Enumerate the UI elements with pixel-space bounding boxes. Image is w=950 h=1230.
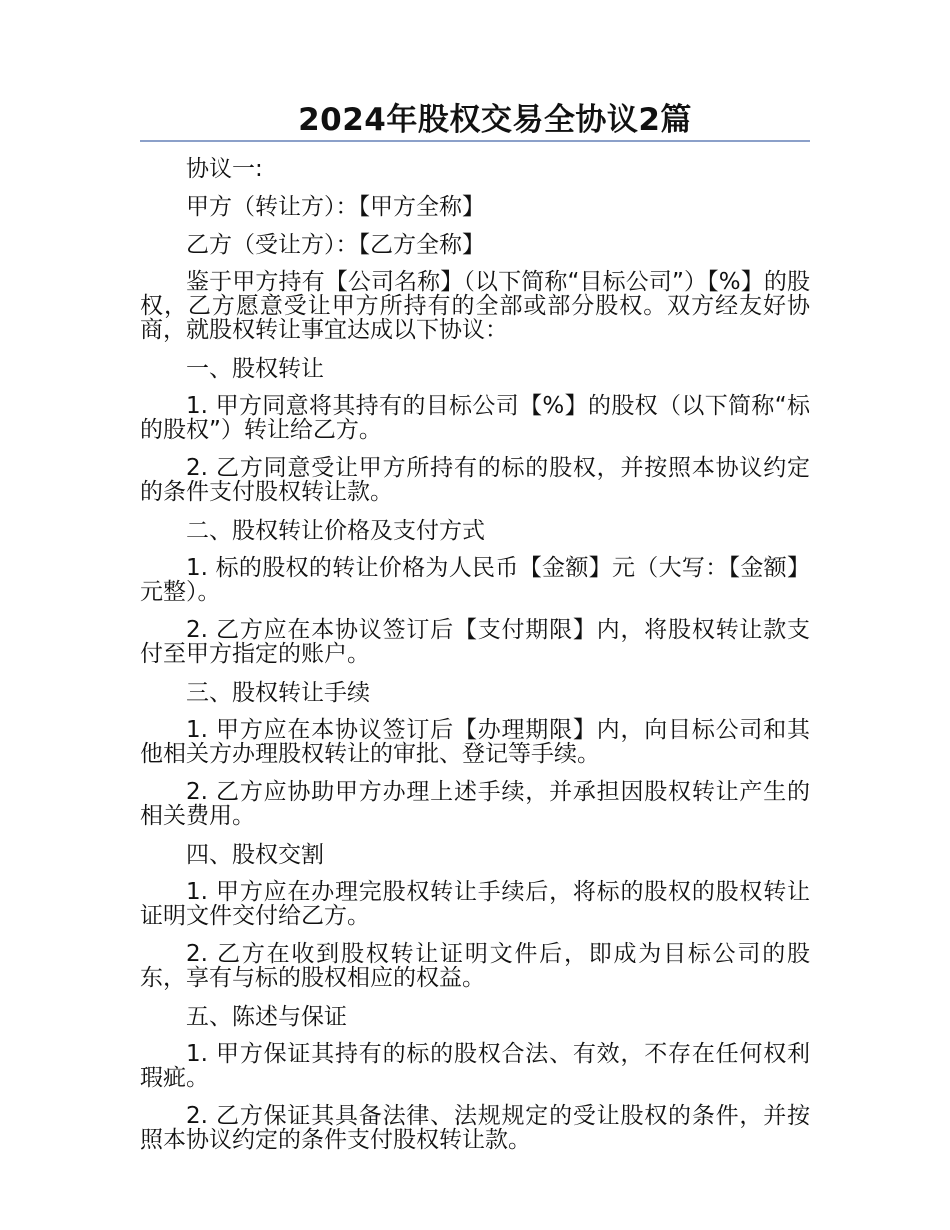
paragraph: 2. 乙方保证其具备法律、法规规定的受让股权的条件，并按照本协议约定的条件支付股权转让款。: [140, 1103, 810, 1153]
paragraph: 1. 甲方应在办理完股权转让手续后，将标的股权的股权转让证明文件交付给乙方。: [140, 879, 810, 929]
paragraph: 甲方（转让方）：【甲方全称】: [186, 194, 485, 220]
paragraph: 2. 乙方应协助甲方办理上述手续，并承担因股权转让产生的相关费用。: [140, 779, 810, 829]
document-page: [140, 100, 810, 1166]
paragraph: 鉴于甲方持有【公司名称】（以下简称“目标公司”）【%】的股权，乙方愿意受让甲方所持有的全部或部分股权。双方经友好协商，就股权转让事宜达成以下协议：: [140, 269, 810, 343]
title-underline: [140, 140, 810, 142]
paragraph: 1. 甲方保证其持有的标的股权合法、有效，不存在任何权利瑕疵。: [140, 1041, 810, 1091]
paragraph: 1. 标的股权的转让价格为人民币【金额】元（大写：【金额】元整）。: [140, 555, 810, 605]
paragraph: 1. 甲方应在本协议签订后【办理期限】内，向目标公司和其他相关方办理股权转让的审批、登记等手续。: [140, 717, 810, 767]
paragraph: 协议一:: [186, 156, 263, 182]
document-title: 2024年股权交易全协议2篇: [298, 102, 692, 138]
paragraph: 2. 乙方在收到股权转让证明文件后，即成为目标公司的股东，享有与标的股权相应的权益。: [140, 941, 810, 991]
paragraph: 2. 乙方应在本协议签订后【支付期限】内，将股权转让款支付至甲方指定的账户。: [140, 617, 810, 667]
section-heading: 五、陈述与保证: [186, 1004, 347, 1030]
paragraph: 1. 甲方同意将其持有的目标公司【%】的股权（以下简称“标的股权”）转让给乙方。: [140, 393, 810, 443]
section-heading: 二、股权转让价格及支付方式: [186, 518, 485, 544]
section-heading: 四、股权交割: [186, 842, 324, 868]
section-heading: 三、股权转让手续: [186, 680, 370, 706]
document-body: [140, 156, 810, 1152]
paragraph: 乙方（受让方）：【乙方全称】: [186, 232, 485, 258]
section-heading: 一、股权转让: [186, 356, 324, 382]
paragraph: 2. 乙方同意受让甲方所持有的标的股权，并按照本协议约定的条件支付股权转让款。: [140, 455, 810, 505]
